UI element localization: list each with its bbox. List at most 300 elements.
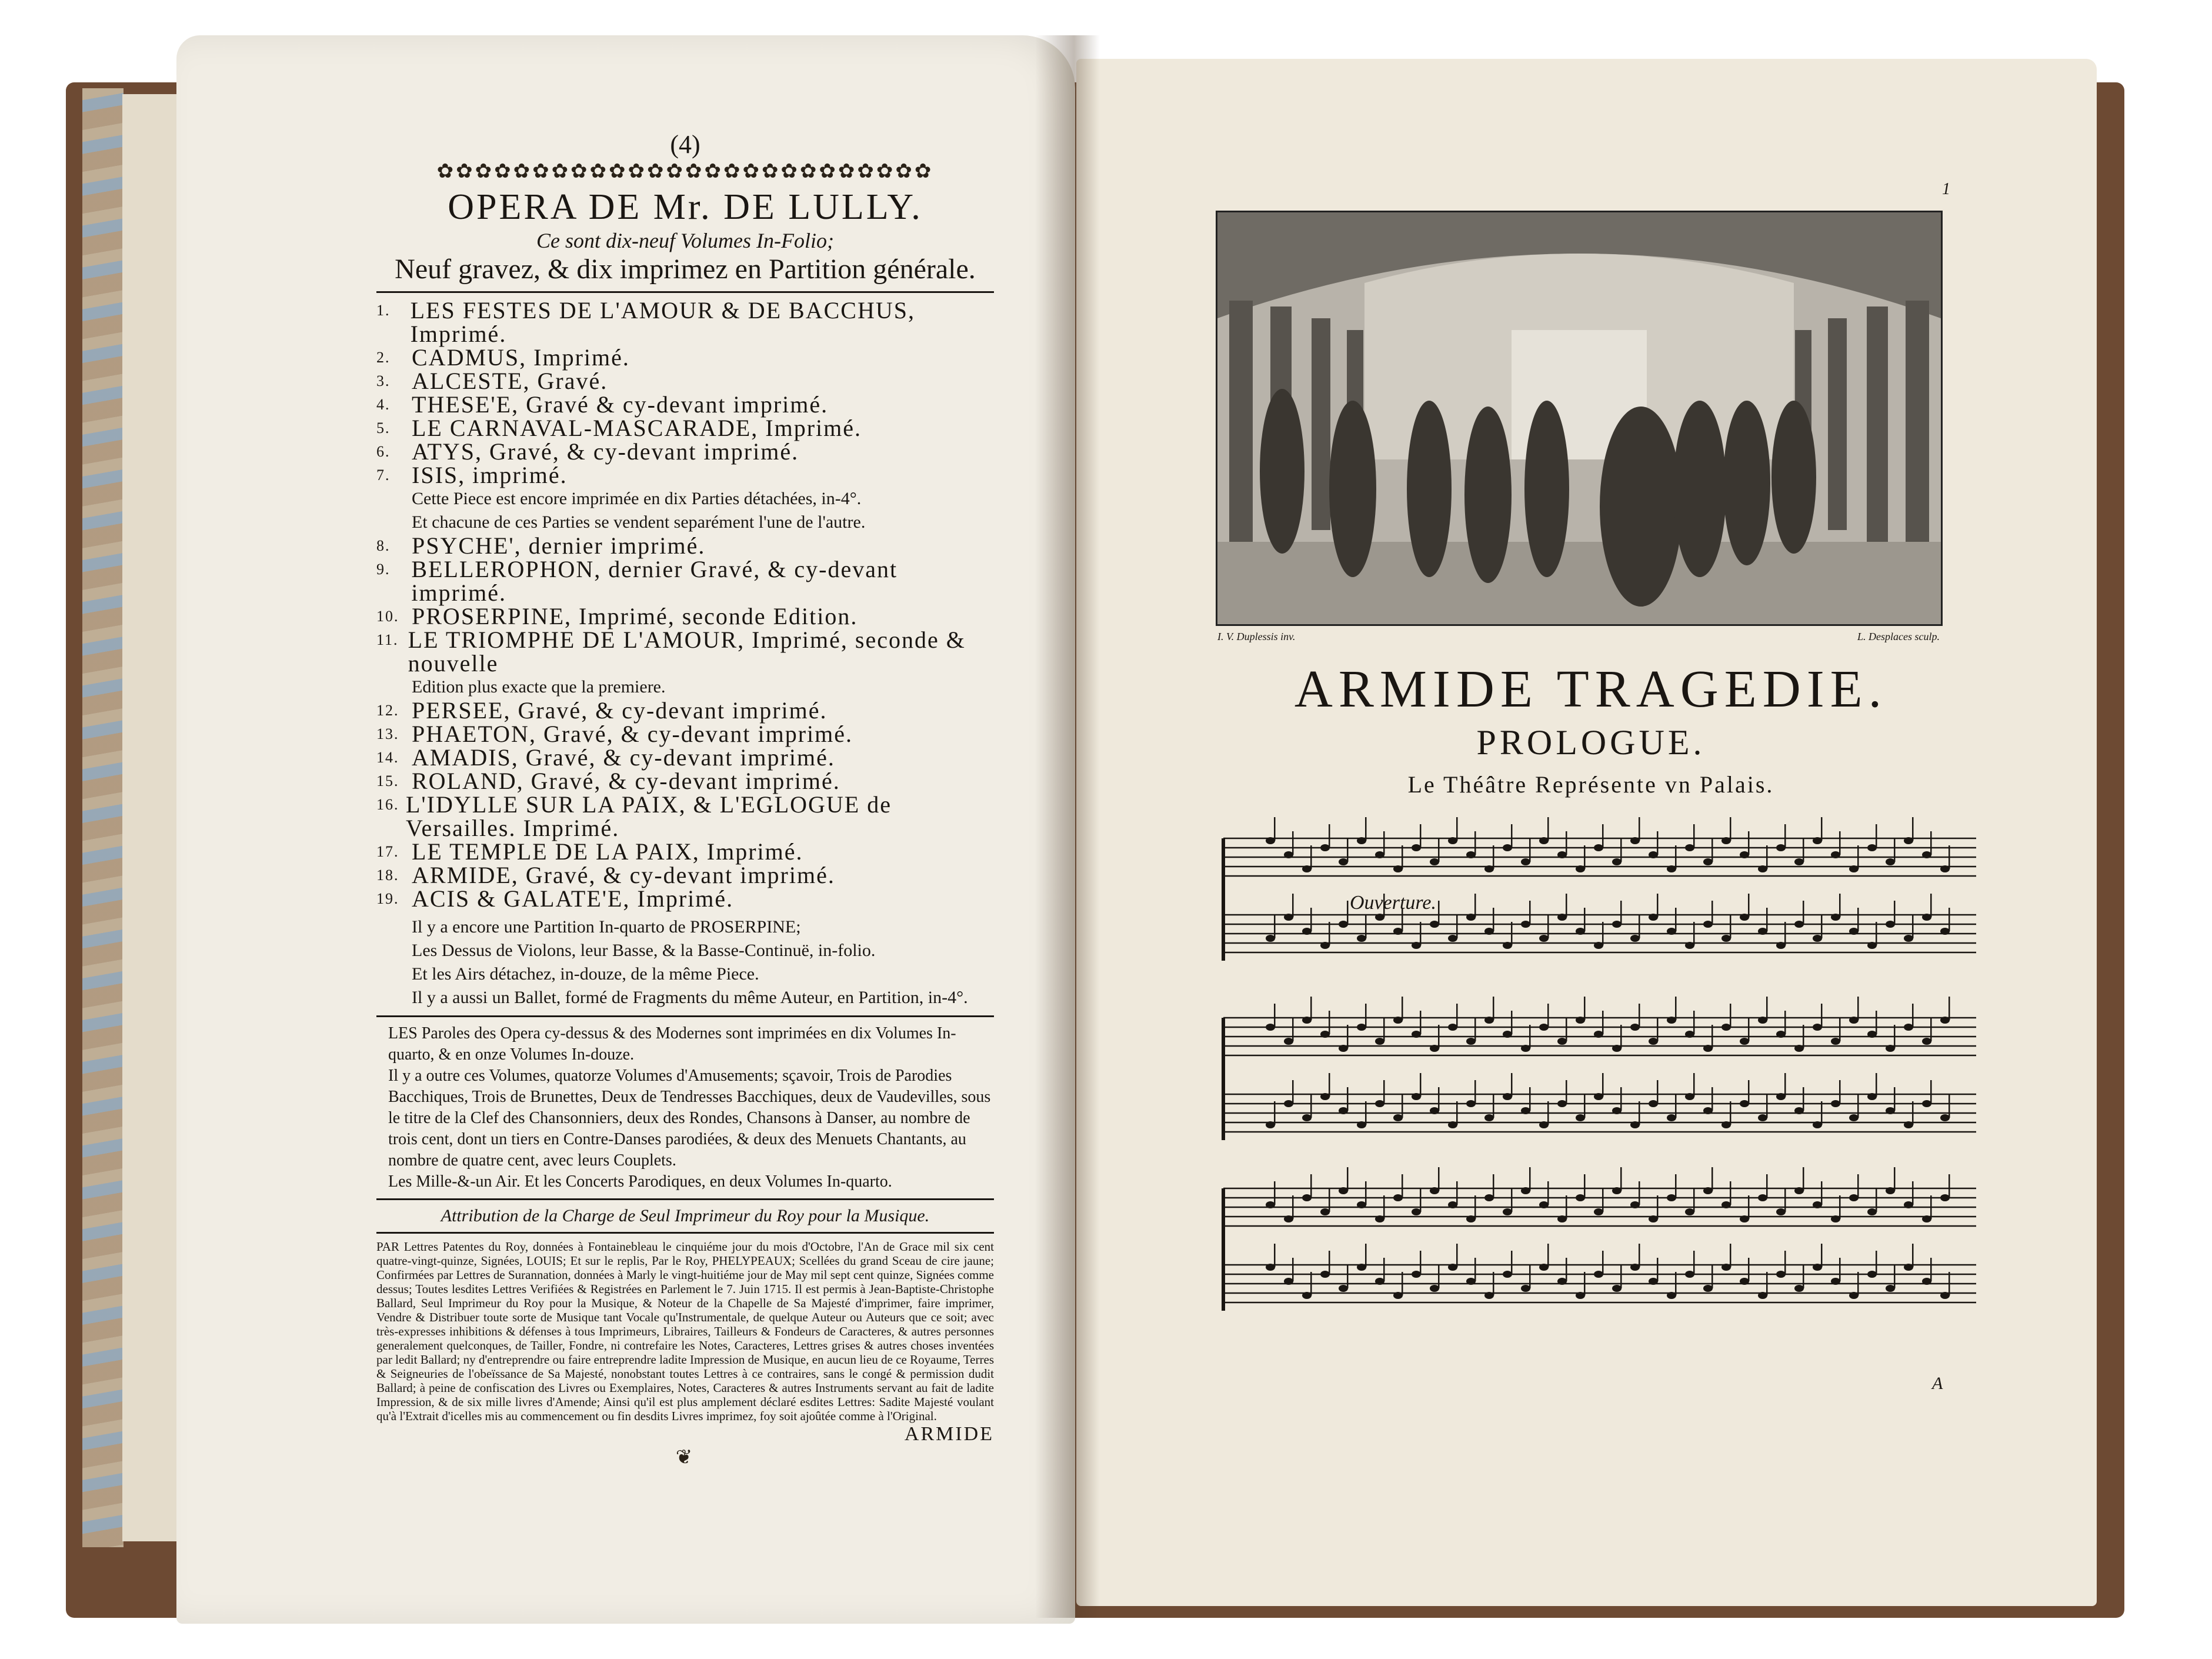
- signature-mark: A: [1932, 1374, 1943, 1393]
- note-head: [1539, 935, 1549, 942]
- note-head: [1266, 1121, 1275, 1128]
- note-head: [1904, 1121, 1913, 1128]
- note-head: [1284, 1038, 1293, 1045]
- note-stem: [1821, 1101, 1823, 1125]
- note-stem: [1930, 1018, 1932, 1041]
- note-stem: [1493, 1272, 1494, 1295]
- note-stem: [1511, 1251, 1513, 1274]
- note-head: [1357, 935, 1366, 942]
- note-head: [1649, 1038, 1658, 1045]
- note-stem: [1420, 1251, 1422, 1274]
- note-head: [1284, 851, 1293, 858]
- note-stem: [1748, 1258, 1750, 1281]
- note-head: [1302, 928, 1312, 935]
- note-stem: [1456, 817, 1458, 841]
- note-stem: [1730, 817, 1731, 841]
- note-head: [1557, 914, 1567, 921]
- note-head: [1649, 851, 1658, 858]
- note-stem: [1912, 915, 1914, 938]
- note-stem: [1292, 894, 1294, 917]
- note-head: [1667, 928, 1676, 935]
- item-text: CADMUS, Imprimé.: [412, 344, 630, 371]
- note-stem: [1584, 1094, 1586, 1118]
- note-stem: [1693, 824, 1695, 848]
- note-stem: [1329, 1073, 1330, 1097]
- note-head: [1557, 1278, 1567, 1285]
- note-head: [1412, 1093, 1421, 1100]
- note-head: [1302, 865, 1312, 872]
- list-item: [376, 299, 994, 346]
- note-stem: [1511, 1011, 1513, 1034]
- note-stem: [1438, 1087, 1440, 1111]
- note-head: [1794, 1187, 1804, 1194]
- note-head: [1794, 1045, 1804, 1052]
- note-stem: [1602, 922, 1604, 945]
- list-item: [376, 887, 994, 911]
- note-stem: [1566, 1195, 1567, 1219]
- attribution-title: Attribution de la Charge de Seul Imprimeur du Roy pour la Musique.: [441, 1206, 930, 1225]
- note-stem: [1547, 1004, 1549, 1027]
- note-stem: [1912, 1004, 1914, 1027]
- note-stem: [1711, 1087, 1713, 1111]
- note-head: [1721, 1121, 1731, 1128]
- note-head: [1685, 1093, 1694, 1100]
- list-item: [376, 464, 994, 487]
- note-head: [1448, 1264, 1457, 1271]
- note-head: [1612, 1187, 1622, 1194]
- note-head: [1703, 1285, 1713, 1292]
- note-head: [1849, 928, 1859, 935]
- note-stem: [1803, 1167, 1804, 1191]
- note-head: [1721, 935, 1731, 942]
- note-stem: [1511, 1073, 1513, 1097]
- note-head: [1539, 1201, 1549, 1208]
- credit-right: L. Desplaces sculp.: [1857, 631, 1940, 642]
- note-head: [1466, 1215, 1476, 1222]
- note-head: [1339, 858, 1348, 865]
- item-number: 14.: [376, 749, 399, 766]
- note-stem: [1748, 1080, 1750, 1104]
- note-stem: [1438, 838, 1440, 862]
- note-head: [1703, 1045, 1713, 1052]
- note-head: [1612, 921, 1622, 928]
- note-stem: [1310, 997, 1312, 1020]
- note-stem: [1784, 922, 1786, 945]
- divider: [376, 1015, 994, 1017]
- note-stem: [1894, 1167, 1896, 1191]
- divider: [376, 291, 994, 293]
- opera-list: [376, 299, 994, 911]
- note-stem: [1876, 1011, 1877, 1034]
- note-stem: [1949, 997, 1950, 1020]
- scene-description: Le Théâtre Représente vn Palais.: [1407, 771, 1774, 798]
- note-head: [1922, 1038, 1931, 1045]
- item-text: LE TEMPLE DE LA PAIX, Imprimé.: [412, 838, 803, 865]
- note-stem: [1438, 901, 1440, 924]
- note-head: [1302, 1194, 1312, 1201]
- note-head: [1393, 1292, 1403, 1299]
- note-head: [1630, 935, 1640, 942]
- extra-line: Il y a encore une Partition In-quarto de PROSERPINE;: [412, 917, 801, 937]
- catchword: ARMIDE: [904, 1423, 994, 1445]
- note-stem: [1493, 1094, 1494, 1118]
- paragraph: LES Paroles des Opera cy-dessus & des Modernes sont imprimées en dix Volumes In-quarto, & en onze Volumes In-douze.: [388, 1024, 956, 1064]
- paragraph: Les Mille-&-un Air. Et les Concerts Parodiques, en deux Volumes In-quarto.: [388, 1172, 892, 1191]
- note-head: [1649, 914, 1658, 921]
- note-stem: [1456, 1244, 1458, 1267]
- note-head: [1849, 1017, 1859, 1024]
- prologue-heading: PROLOGUE.: [1476, 723, 1706, 762]
- note-stem: [1602, 1251, 1604, 1274]
- note-stem: [1547, 1181, 1549, 1205]
- note-head: [1685, 844, 1694, 851]
- note-stem: [1784, 1073, 1786, 1097]
- note-stem: [1420, 1188, 1422, 1212]
- note-head: [1721, 1024, 1731, 1031]
- note-stem: [1803, 901, 1804, 924]
- note-stem: [1511, 1188, 1513, 1212]
- list-item: [376, 558, 994, 605]
- item-number: 18.: [376, 867, 399, 884]
- note-stem: [1383, 1018, 1385, 1041]
- item-text: ACIS & GALATE'E, Imprimé.: [412, 885, 734, 912]
- page-number: (4): [670, 130, 700, 159]
- note-stem: [1657, 1080, 1659, 1104]
- note-head: [1412, 1031, 1421, 1038]
- note-stem: [1784, 1188, 1786, 1212]
- note-head: [1831, 914, 1840, 921]
- note-head: [1867, 1031, 1877, 1038]
- item-text: ARMIDE, Gravé, & cy-devant imprimé.: [412, 862, 835, 888]
- note-head: [1886, 1045, 1895, 1052]
- note-stem: [1383, 831, 1385, 855]
- engraving-credits: [1217, 631, 1940, 643]
- note-head: [1667, 1017, 1676, 1024]
- note-head: [1393, 865, 1403, 872]
- note-stem: [1839, 894, 1841, 917]
- note-head: [1466, 1100, 1476, 1107]
- note-head: [1448, 1201, 1457, 1208]
- note-stem: [1803, 1265, 1804, 1288]
- note-head: [1940, 1114, 1950, 1121]
- note-head: [1612, 858, 1622, 865]
- note-stem: [1438, 1265, 1440, 1288]
- note-head: [1685, 942, 1694, 949]
- note-stem: [1693, 1251, 1695, 1274]
- note-head: [1466, 1038, 1476, 1045]
- note-stem: [1876, 922, 1877, 945]
- note-stem: [1529, 1025, 1531, 1048]
- note-head: [1430, 858, 1439, 865]
- note-head: [1904, 1201, 1913, 1208]
- note-stem: [1675, 1094, 1677, 1118]
- note-head: [1503, 942, 1512, 949]
- paragraph: Il y a outre ces Volumes, quatorze Volumes d'Amusements; sçavoir, Trois de Parodies Bacchiques, Trois de Brunettes, Deux de Tendresses Bacchiques, deux de Vaudevilles, sous le titre de la Clef des Chansonniers, deux des Rondes, Chansons à Danser, au nombre de trois cent, dont un tiers en Contre-Danses parodiées, & deux des Menuets Chantants, au nombre de quatre cent, avec leurs Couplets.: [388, 1067, 991, 1170]
- item-text: ISIS, imprimé.: [412, 462, 568, 488]
- note-head: [1576, 928, 1585, 935]
- item-text: ALCESTE, Gravé.: [412, 368, 608, 394]
- note-head: [1430, 921, 1439, 928]
- note-stem: [1310, 908, 1312, 931]
- note-head: [1904, 837, 1913, 844]
- divider: [376, 1198, 994, 1200]
- note-head: [1375, 851, 1384, 858]
- note-stem: [1493, 1174, 1494, 1198]
- note-head: [1630, 837, 1640, 844]
- note-stem: [1675, 1174, 1677, 1198]
- note-head: [1630, 1264, 1640, 1271]
- note-stem: [1438, 1025, 1440, 1048]
- item-number: 10.: [376, 608, 399, 625]
- note-stem: [1766, 1094, 1768, 1118]
- note-head: [1266, 935, 1275, 942]
- left-page-content: [376, 129, 994, 1469]
- note-stem: [1292, 1080, 1294, 1104]
- note-head: [1831, 1215, 1840, 1222]
- note-stem: [1711, 1025, 1713, 1048]
- note-stem: [1748, 894, 1750, 917]
- note-head: [1594, 1208, 1603, 1215]
- note-head: [1430, 1045, 1439, 1052]
- note-stem: [1329, 1188, 1330, 1212]
- note-head: [1703, 858, 1713, 865]
- note-stem: [1803, 1087, 1804, 1111]
- note-stem: [1584, 845, 1586, 869]
- note-stem: [1857, 908, 1859, 931]
- note-stem: [1784, 1251, 1786, 1274]
- item-number: 13.: [376, 725, 399, 742]
- note-head: [1357, 1264, 1366, 1271]
- note-stem: [1857, 1174, 1859, 1198]
- note-stem: [1310, 1094, 1312, 1118]
- note-head: [1320, 942, 1330, 949]
- ornament-band: ✿✿✿✿✿✿✿✿✿✿✿✿✿✿✿✿✿✿✿✿✿✿✿✿✿✿: [436, 161, 934, 182]
- note-head: [1758, 865, 1767, 872]
- note-stem: [1347, 838, 1349, 862]
- note-head: [1466, 914, 1476, 921]
- note-stem: [1511, 922, 1513, 945]
- note-stem: [1748, 831, 1750, 855]
- note-head: [1539, 1121, 1549, 1128]
- palace-scene: [1217, 212, 1941, 624]
- note-head: [1557, 1038, 1567, 1045]
- note-head: [1740, 914, 1749, 921]
- marbled-edge: [82, 88, 124, 1547]
- note-stem: [1930, 831, 1932, 855]
- note-head: [1320, 1271, 1330, 1278]
- note-head: [1904, 1264, 1913, 1271]
- note-stem: [1474, 894, 1476, 917]
- note-head: [1430, 1107, 1439, 1114]
- note-stem: [1657, 894, 1659, 917]
- note-stem: [1566, 1258, 1567, 1281]
- item-number: 16.: [376, 796, 399, 813]
- note-stem: [1420, 922, 1422, 945]
- note-head: [1594, 1093, 1603, 1100]
- note-stem: [1620, 1167, 1622, 1191]
- note-stem: [1602, 824, 1604, 848]
- note-head: [1412, 844, 1421, 851]
- note-head: [1867, 1208, 1877, 1215]
- note-stem: [1347, 1087, 1349, 1111]
- list-item: [376, 534, 994, 558]
- note-head: [1430, 1187, 1439, 1194]
- note-head: [1922, 1215, 1931, 1222]
- note-head: [1685, 1271, 1694, 1278]
- note-head: [1284, 1215, 1293, 1222]
- note-stem: [1711, 901, 1713, 924]
- note-stem: [1292, 1018, 1294, 1041]
- note-head: [1612, 1285, 1622, 1292]
- note-head: [1813, 1264, 1822, 1271]
- note-stem: [1857, 845, 1859, 869]
- note-stem: [1383, 1195, 1385, 1219]
- note-head: [1302, 1017, 1312, 1024]
- note-head: [1776, 1271, 1786, 1278]
- note-head: [1521, 1187, 1530, 1194]
- note-head: [1813, 837, 1822, 844]
- note-stem: [1347, 1025, 1349, 1048]
- note-head: [1503, 1093, 1512, 1100]
- note-stem: [1766, 845, 1768, 869]
- note-stem: [1402, 997, 1403, 1020]
- note-stem: [1912, 1181, 1914, 1205]
- note-stem: [1547, 817, 1549, 841]
- note-stem: [1584, 997, 1586, 1020]
- note-head: [1740, 1100, 1749, 1107]
- note-head: [1484, 1292, 1494, 1299]
- note-stem: [1912, 1244, 1914, 1267]
- item-text: PERSEE, Gravé, & cy-devant imprimé.: [412, 697, 828, 724]
- note-stem: [1620, 901, 1622, 924]
- note-stem: [1748, 1195, 1750, 1219]
- note-head: [1484, 1017, 1494, 1024]
- note-stem: [1310, 1272, 1312, 1295]
- note-stem: [1639, 1101, 1640, 1125]
- note-stem: [1292, 1258, 1294, 1281]
- note-stem: [1730, 1004, 1731, 1027]
- note-head: [1521, 858, 1530, 865]
- note-head: [1776, 1208, 1786, 1215]
- note-head: [1940, 1017, 1950, 1024]
- note-stem: [1420, 824, 1422, 848]
- note-head: [1813, 935, 1822, 942]
- note-stem: [1894, 1025, 1896, 1048]
- note-head: [1703, 1187, 1713, 1194]
- note-stem: [1274, 1004, 1276, 1027]
- note-stem: [1602, 1188, 1604, 1212]
- note-head: [1776, 844, 1786, 851]
- note-stem: [1693, 1188, 1695, 1212]
- note-head: [1521, 1285, 1530, 1292]
- note-head: [1503, 1208, 1512, 1215]
- note-stem: [1639, 915, 1640, 938]
- note-head: [1484, 865, 1494, 872]
- item-number: 3.: [376, 372, 391, 389]
- note-stem: [1474, 1018, 1476, 1041]
- note-stem: [1912, 1101, 1914, 1125]
- note-head: [1539, 837, 1549, 844]
- note-head: [1886, 921, 1895, 928]
- note-stem: [1529, 838, 1531, 862]
- note-head: [1867, 844, 1877, 851]
- item-number: 11.: [376, 631, 399, 648]
- note-head: [1266, 837, 1275, 844]
- note-head: [1594, 942, 1603, 949]
- item-number: 19.: [376, 890, 399, 907]
- note-stem: [1839, 1080, 1841, 1104]
- note-head: [1557, 1100, 1567, 1107]
- note-stem: [1766, 908, 1768, 931]
- item-number: 17.: [376, 843, 399, 860]
- note-head: [1339, 1107, 1348, 1114]
- note-stem: [1711, 1265, 1713, 1288]
- note-head: [1867, 1271, 1877, 1278]
- note-stem: [1821, 817, 1823, 841]
- page-title: OPERA DE Mr. DE LULLY.: [448, 187, 923, 227]
- note-stem: [1402, 845, 1403, 869]
- note-head: [1393, 1114, 1403, 1121]
- note-stem: [1857, 1272, 1859, 1295]
- note-stem: [1402, 1272, 1403, 1295]
- note-stem: [1529, 1167, 1531, 1191]
- note-head: [1521, 1045, 1530, 1052]
- note-stem: [1639, 1181, 1640, 1205]
- item-text: LE CARNAVAL-MASCARADE, Imprimé.: [412, 415, 862, 441]
- note-head: [1667, 1194, 1676, 1201]
- note-stem: [1365, 1181, 1367, 1205]
- note-head: [1630, 1201, 1640, 1208]
- note-head: [1484, 1114, 1494, 1121]
- note-stem: [1347, 1167, 1349, 1191]
- note-stem: [1766, 1272, 1768, 1295]
- list-item: [376, 369, 994, 393]
- note-stem: [1365, 1101, 1367, 1125]
- note-stem: [1657, 831, 1659, 855]
- note-stem: [1839, 1195, 1841, 1219]
- note-head: [1466, 1278, 1476, 1285]
- note-stem: [1748, 1018, 1750, 1041]
- note-stem: [1766, 997, 1768, 1020]
- note-head: [1320, 1031, 1330, 1038]
- note-head: [1339, 1187, 1348, 1194]
- note-head: [1831, 851, 1840, 858]
- list-item: Edition plus exacte que la premiere.: [412, 677, 666, 697]
- note-stem: [1365, 915, 1367, 938]
- note-stem: [1474, 1258, 1476, 1281]
- list-item: [376, 440, 994, 464]
- note-stem: [1639, 1004, 1640, 1027]
- list-item: [376, 722, 994, 746]
- note-head: [1649, 1278, 1658, 1285]
- note-head: [1740, 1038, 1749, 1045]
- note-head: [1576, 1114, 1585, 1121]
- note-head: [1393, 1194, 1403, 1201]
- note-stem: [1329, 922, 1330, 945]
- note-head: [1758, 1194, 1767, 1201]
- note-head: [1721, 1264, 1731, 1271]
- ouverture-label: Ouverture.: [1350, 892, 1436, 914]
- note-head: [1393, 1017, 1403, 1024]
- extra-lines: [376, 915, 994, 1010]
- note-stem: [1292, 1195, 1294, 1219]
- note-stem: [1602, 1073, 1604, 1097]
- note-stem: [1675, 997, 1677, 1020]
- note-head: [1539, 1264, 1549, 1271]
- note-head: [1375, 1100, 1384, 1107]
- note-stem: [1365, 1004, 1367, 1027]
- subtitle: Neuf gravez, & dix imprimez en Partition générale.: [395, 254, 976, 285]
